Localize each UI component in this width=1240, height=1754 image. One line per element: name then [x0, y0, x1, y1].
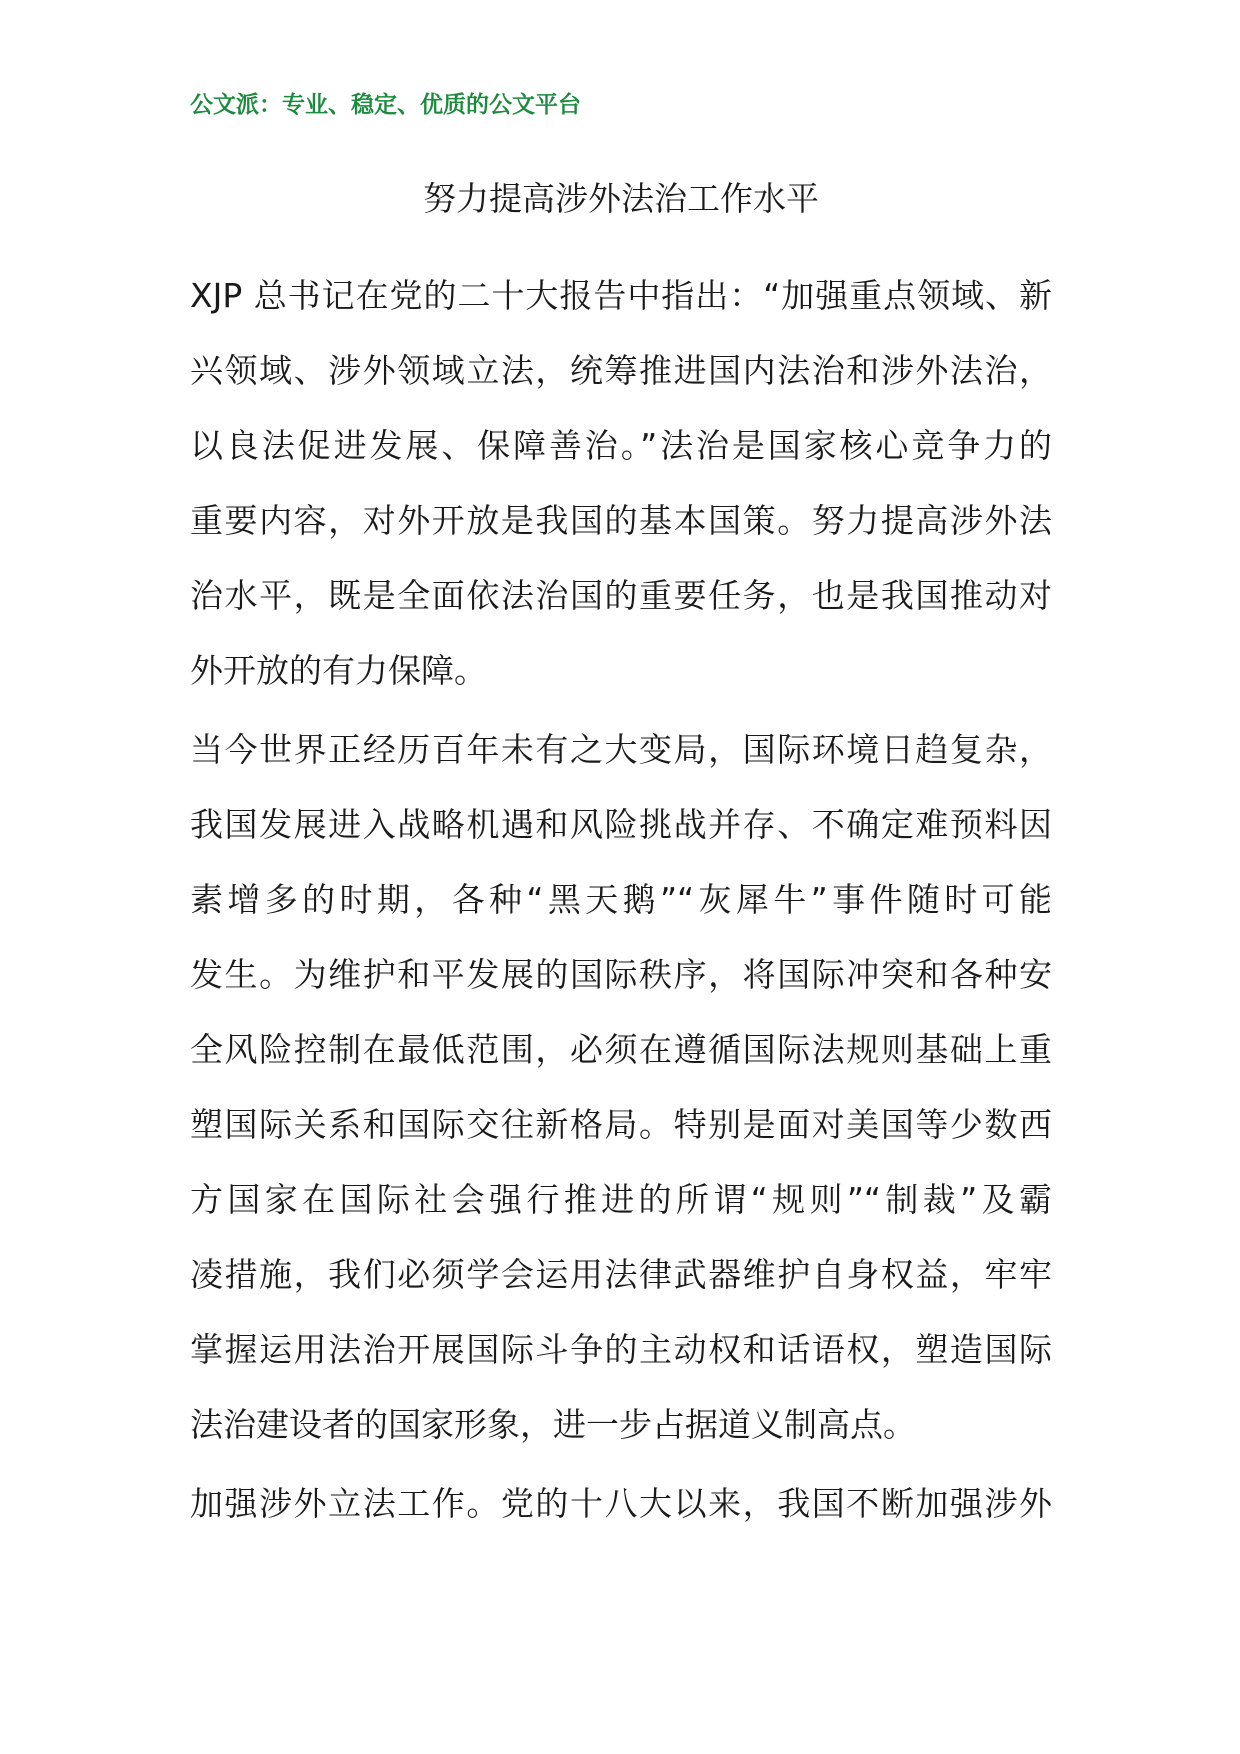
text-line: 凌措施，我们必须学会运用法律武器维护自身权益，牢牢: [190, 1255, 1052, 1294]
text-line: 塑国际关系和国际交往新格局。特别是面对美国等少数西: [190, 1105, 1052, 1144]
text-line: 掌握运用法治开展国际斗争的主动权和话语权，塑造国际: [190, 1330, 1052, 1369]
text-line: 法治建设者的国家形象，进一步占据道义制高点。: [190, 1405, 916, 1444]
text-line: 治水平，既是全面依法治国的重要任务，也是我国推动对: [190, 576, 1052, 615]
text-line: 发生。为维护和平发展的国际秩序，将国际冲突和各种安: [190, 955, 1052, 994]
text-line: 兴领域、涉外领域立法，统筹推进国内法治和涉外法治，: [190, 351, 1052, 390]
text-line: XJP 总书记在党的二十大报告中指出：“加强重点领域、新: [190, 276, 1052, 315]
document-title: 努力提高涉外法治工作水平: [423, 179, 819, 218]
text-line: 我国发展进入战略机遇和风险挑战并存、不确定难预料因: [190, 805, 1052, 844]
text-line: 全风险控制在最低范围，必须在遵循国际法规则基础上重: [190, 1030, 1052, 1069]
text-line: 外开放的有力保障。: [190, 651, 487, 690]
paragraph-1: [190, 258, 1062, 708]
text-line: 方国家在国际社会强行推进的所谓“规则”“制裁”及霸: [190, 1180, 1052, 1219]
text-line: 当今世界正经历百年未有之大变局，国际环境日趋复杂，: [190, 730, 1052, 769]
site-header-tagline: 公文派：专业、稳定、优质的公文平台: [190, 92, 581, 118]
document-body: [190, 258, 1062, 1541]
text-line: 以良法促进发展、保障善治。”法治是国家核心竞争力的: [190, 426, 1052, 465]
text-line: 加强涉外立法工作。党的十八大以来，我国不断加强涉外: [190, 1484, 1052, 1523]
paragraph-3: [190, 1466, 1062, 1541]
paragraph-2: [190, 712, 1062, 1462]
text-line: 重要内容，对外开放是我国的基本国策。努力提高涉外法: [190, 501, 1052, 540]
text-line: 素增多的时期，各种“黑天鹅”“灰犀牛”事件随时可能: [190, 880, 1052, 919]
